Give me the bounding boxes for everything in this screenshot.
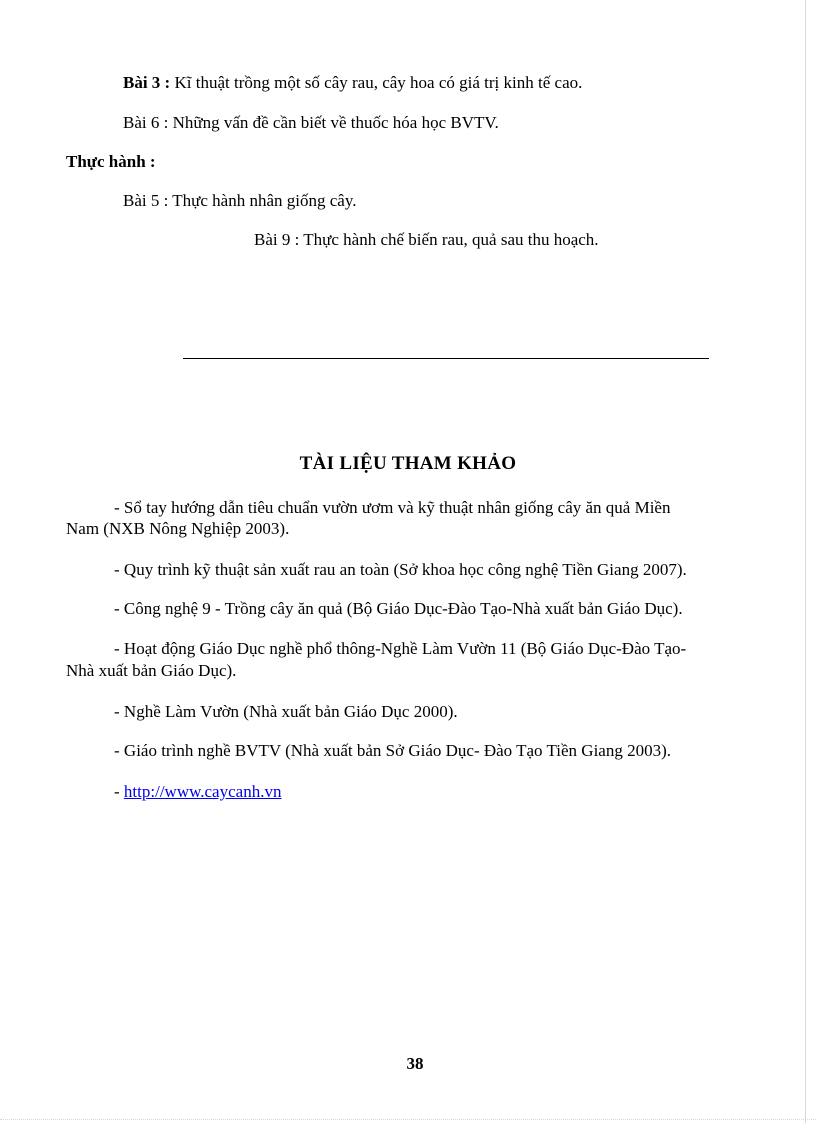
reference-4-line-1: - Hoạt động Giáo Dục nghề phổ thông-Nghề Làm Vườn 11 (Bộ Giáo Dục-Đào Tạo- <box>114 639 687 658</box>
reference-6: - Giáo trình nghề BVTV (Nhà xuất bản Sở Giáo Dục- Đào Tạo Tiền Giang 2003). <box>114 741 671 760</box>
section-divider <box>183 358 709 359</box>
reference-3: - Công nghệ 9 - Trồng cây ăn quả (Bộ Giáo Dục-Đào Tạo-Nhà xuất bản Giáo Dục). <box>114 599 683 618</box>
lesson-3-text: Kĩ thuật trồng một số cây rau, cây hoa có giá trị kinh tế cao. <box>174 73 583 92</box>
lesson-5: Bài 5 : Thực hành nhân giống cây. <box>123 191 357 210</box>
lesson-6: Bài 6 : Những vấn đề cần biết về thuốc hóa học BVTV. <box>123 113 499 132</box>
reference-5: - Nghề Làm Vườn (Nhà xuất bản Giáo Dục 2000). <box>114 702 458 721</box>
page-edge-right <box>805 0 806 1123</box>
lesson-3-prefix: Bài 3 : <box>123 73 171 92</box>
reference-1-line-1: - Sổ tay hướng dẫn tiêu chuẩn vườn ươm và kỹ thuật nhân giống cây ăn quả Miền <box>114 498 671 517</box>
reference-website-link[interactable]: http://www.caycanh.vn <box>123 782 282 801</box>
lesson-9: Bài 9 : Thực hành chế biến rau, quả sau thu hoạch. <box>254 230 599 249</box>
page-number: 38 <box>406 1054 424 1073</box>
lesson-3 <box>123 72 582 94</box>
references-title: TÀI LIỆU THAM KHẢO <box>299 453 517 474</box>
reference-4-line-2: Nhà xuất bản Giáo Dục). <box>66 661 237 680</box>
reference-link-prefix: - <box>114 782 120 801</box>
reference-7 <box>114 781 281 803</box>
practice-heading: Thực hành : <box>66 152 156 171</box>
reference-1-line-2: Nam (NXB Nông Nghiệp 2003). <box>66 519 290 538</box>
reference-2: - Quy trình kỹ thuật sản xuất rau an toàn (Sở khoa học công nghệ Tiền Giang 2007). <box>114 560 687 579</box>
page-edge-bottom <box>0 1119 816 1120</box>
